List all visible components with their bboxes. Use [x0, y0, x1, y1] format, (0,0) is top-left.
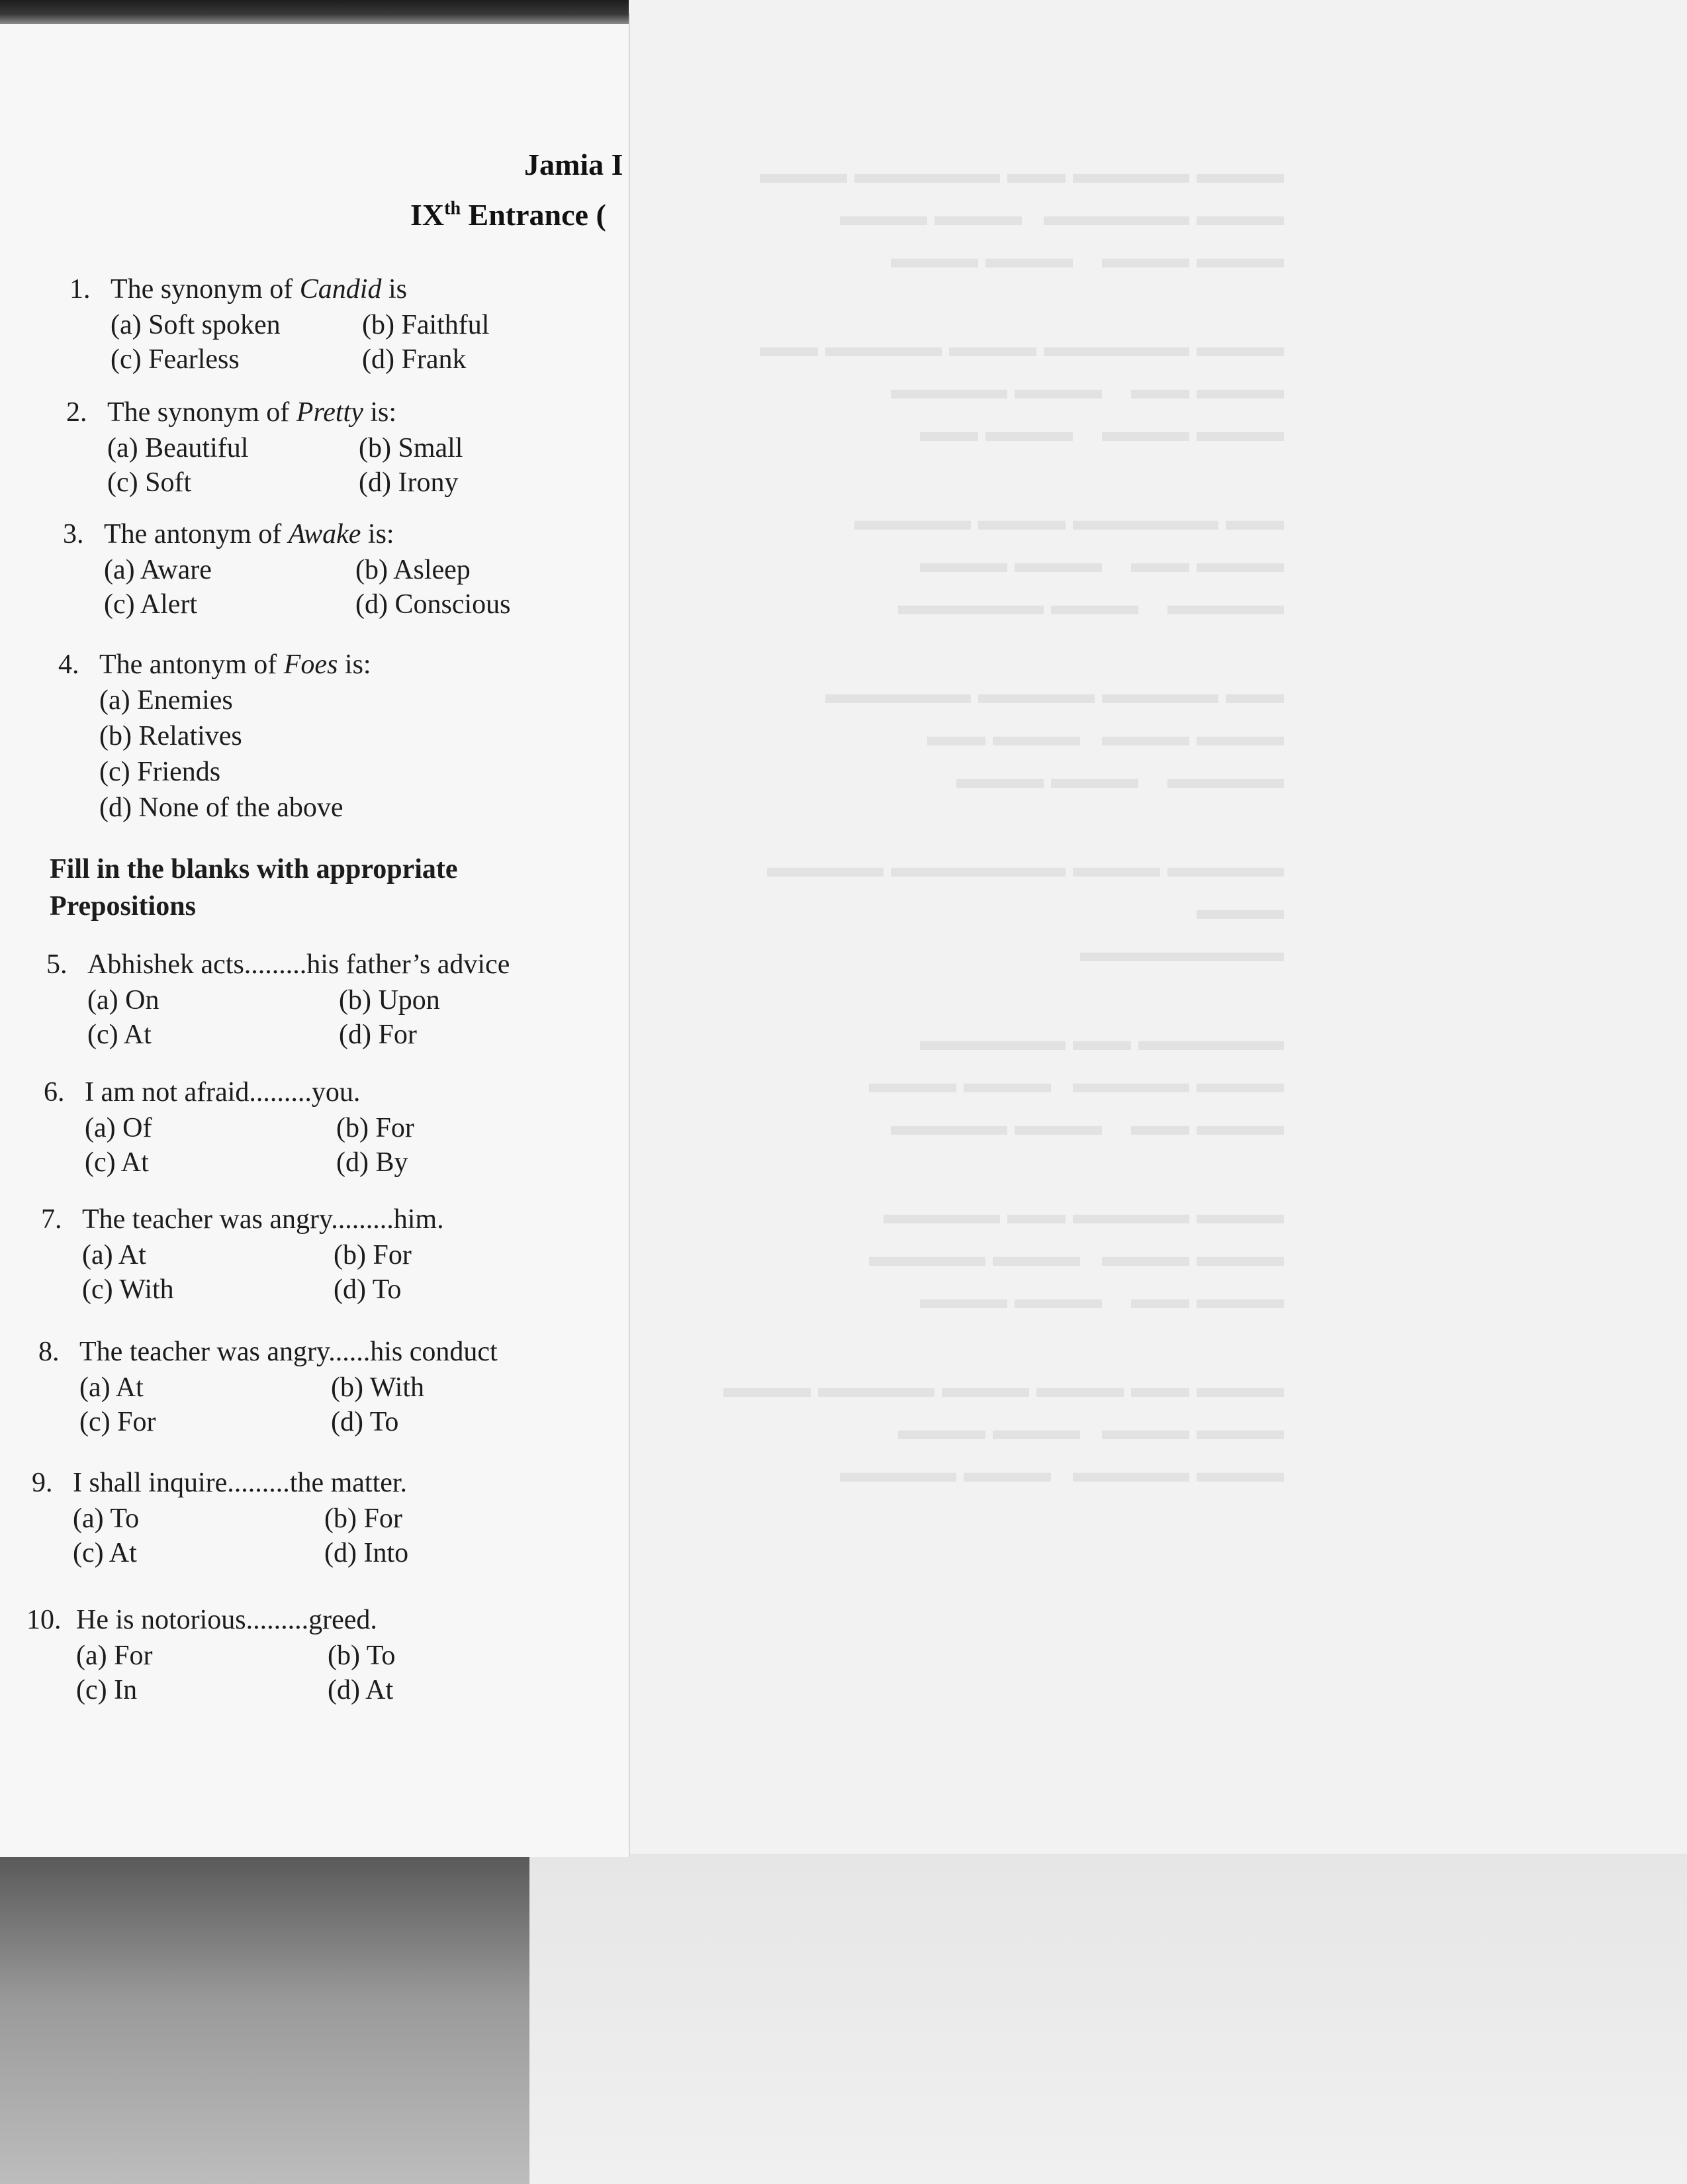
option-a: (a) At — [79, 1372, 144, 1403]
option-b: (b) For — [334, 1240, 412, 1270]
option-a: (a) On — [87, 985, 160, 1016]
option-d: (d) By — [336, 1147, 408, 1178]
option-c: (c) At — [73, 1538, 137, 1568]
option-a: (a) Beautiful — [107, 433, 249, 463]
option-c: (c) With — [82, 1274, 174, 1305]
page-title: Jamia I — [524, 148, 623, 181]
option-b: (b) Asleep — [355, 555, 471, 585]
page-top-edge — [0, 0, 629, 24]
option-a: (a) Aware — [104, 555, 212, 585]
option-c: (c) At — [87, 1020, 152, 1050]
option-d: (d) For — [339, 1020, 417, 1050]
option-d: (d) Frank — [362, 344, 467, 375]
option-a: (a) Of — [85, 1113, 152, 1143]
option-d: (d) To — [334, 1274, 402, 1305]
option-a: (a) At — [82, 1240, 146, 1270]
option-c: (c) For — [79, 1407, 156, 1437]
option-c: (c) Friends — [99, 757, 221, 787]
option-c: (c) Soft — [107, 467, 192, 498]
option-a: (a) To — [73, 1503, 140, 1534]
question-1: 1. The synonym of Candid is (a) Soft spoken (b) Faithful (c) Fearless (d) Frank — [69, 271, 407, 379]
option-b: (b) Faithful — [362, 310, 490, 340]
option-d: (d) Irony — [359, 467, 459, 498]
bleed-through-text: ▬▬▬ ▬▬▬▬ ▬▬ ▬▬▬▬▬ ▬▬▬ ▬▬▬ ▬▬▬▬▬ ▬▬▬ ▬▬▬ ▬▬▬ ▬▬▬ ▬▬▬ ▬▬▬ ▬▬▬ ▬▬▬▬▬ ▬▬▬ ▬▬▬▬ ▬▬ ▬▬▬ ▬▬ ▬▬▬ ▬▬▬▬ ▬▬▬ ▬▬▬ ▬▬▬ ▬▬ ▬▬ ▬▬▬▬▬ ▬▬▬ ▬▬▬▬ ▬▬▬ ▬▬ ▬▬▬ ▬▬▬ ▬▬▬▬ ▬▬▬ ▬▬▬▬▬ ▬▬ ▬▬▬▬ ▬▬▬▬ ▬▬▬▬▬ ▬▬▬ ▬▬▬ ▬▬▬ ▬▬ ▬▬▬▬ ▬▬▬ ▬▬▬ ▬▬▬▬ ▬▬▬ ▬▬▬▬▬▬ ▬▬▬▬ ▬▬▬ ▬▬▬▬▬▬▬ ▬▬▬▬▬ ▬▬ ▬▬▬▬▬ ▬▬▬ ▬▬▬▬ ▬▬▬ ▬▬▬ ▬▬▬ ▬▬ ▬▬▬ ▬▬▬▬ ▬▬▬ ▬▬▬▬ ▬▬ ▬▬▬▬ ▬▬▬ ▬▬▬ ▬▬▬ ▬▬▬▬ ▬▬▬ ▬▬ ▬▬▬ ▬▬▬ ▬▬▬ ▬▬ ▬▬▬ ▬▬▬ ▬▬▬▬ ▬▬▬ ▬▬▬ ▬▬▬ ▬▬▬ ▬▬▬ ▬▬▬ ▬▬▬▬ ▬▬▬ ▬▬▬▬ — [723, 157, 1284, 1488]
option-c: (c) Fearless — [111, 344, 240, 375]
option-d: (d) To — [331, 1407, 399, 1437]
question-3: 3. The antonym of Awake is: (a) Aware (b) Asleep (c) Alert (d) Conscious — [63, 516, 394, 624]
option-b: (b) To — [328, 1640, 396, 1671]
option-d: (d) Into — [324, 1538, 409, 1568]
option-c: (c) At — [85, 1147, 149, 1178]
option-b: (b) Upon — [339, 985, 440, 1016]
question-9: 9. I shall inquire.........the matter. (a) To (b) For (c) At (d) Into — [32, 1465, 407, 1572]
option-b: (b) Relatives — [99, 721, 242, 751]
option-d: (d) Conscious — [355, 589, 511, 620]
option-b: (b) With — [331, 1372, 425, 1403]
question-4: 4. The antonym of Foes is: (a) Enemies (b) Relatives (c) Friends (d) None of the above — [58, 647, 371, 826]
question-2: 2. The synonym of Pretty is: (a) Beautiful (b) Small (c) Soft (d) Irony — [66, 395, 396, 502]
question-6: 6. I am not afraid.........you. (a) Of (b) For (c) At (d) By — [44, 1074, 360, 1182]
option-c: (c) Alert — [104, 589, 198, 620]
option-a: (a) Enemies — [99, 685, 233, 716]
option-b: (b) For — [336, 1113, 414, 1143]
option-d: (d) At — [328, 1675, 394, 1705]
page-subtitle: IXth Entrance ( — [410, 198, 606, 232]
question-8: 8. The teacher was angry......his conduct (a) At (b) With (c) For (d) To — [38, 1334, 498, 1441]
question-5: 5. Abhishek acts.........his father’s advice (a) On (b) Upon (c) At (d) For — [46, 947, 510, 1054]
question-7: 7. The teacher was angry.........him. (a) At (b) For (c) With (d) To — [41, 1202, 444, 1309]
section-heading: Fill in the blanks with appropriate Prepositions — [50, 854, 458, 922]
scanner-bed — [529, 1854, 1687, 2184]
option-a: (a) Soft spoken — [111, 310, 281, 340]
option-c: (c) In — [76, 1675, 138, 1705]
option-b: (b) For — [324, 1503, 402, 1534]
option-d: (d) None of the above — [99, 792, 343, 823]
option-b: (b) Small — [359, 433, 463, 463]
option-a: (a) For — [76, 1640, 153, 1671]
scanner-shadow — [0, 1854, 529, 2184]
question-10: 10. He is notorious.........greed. (a) For (b) To (c) In (d) At — [26, 1602, 377, 1709]
